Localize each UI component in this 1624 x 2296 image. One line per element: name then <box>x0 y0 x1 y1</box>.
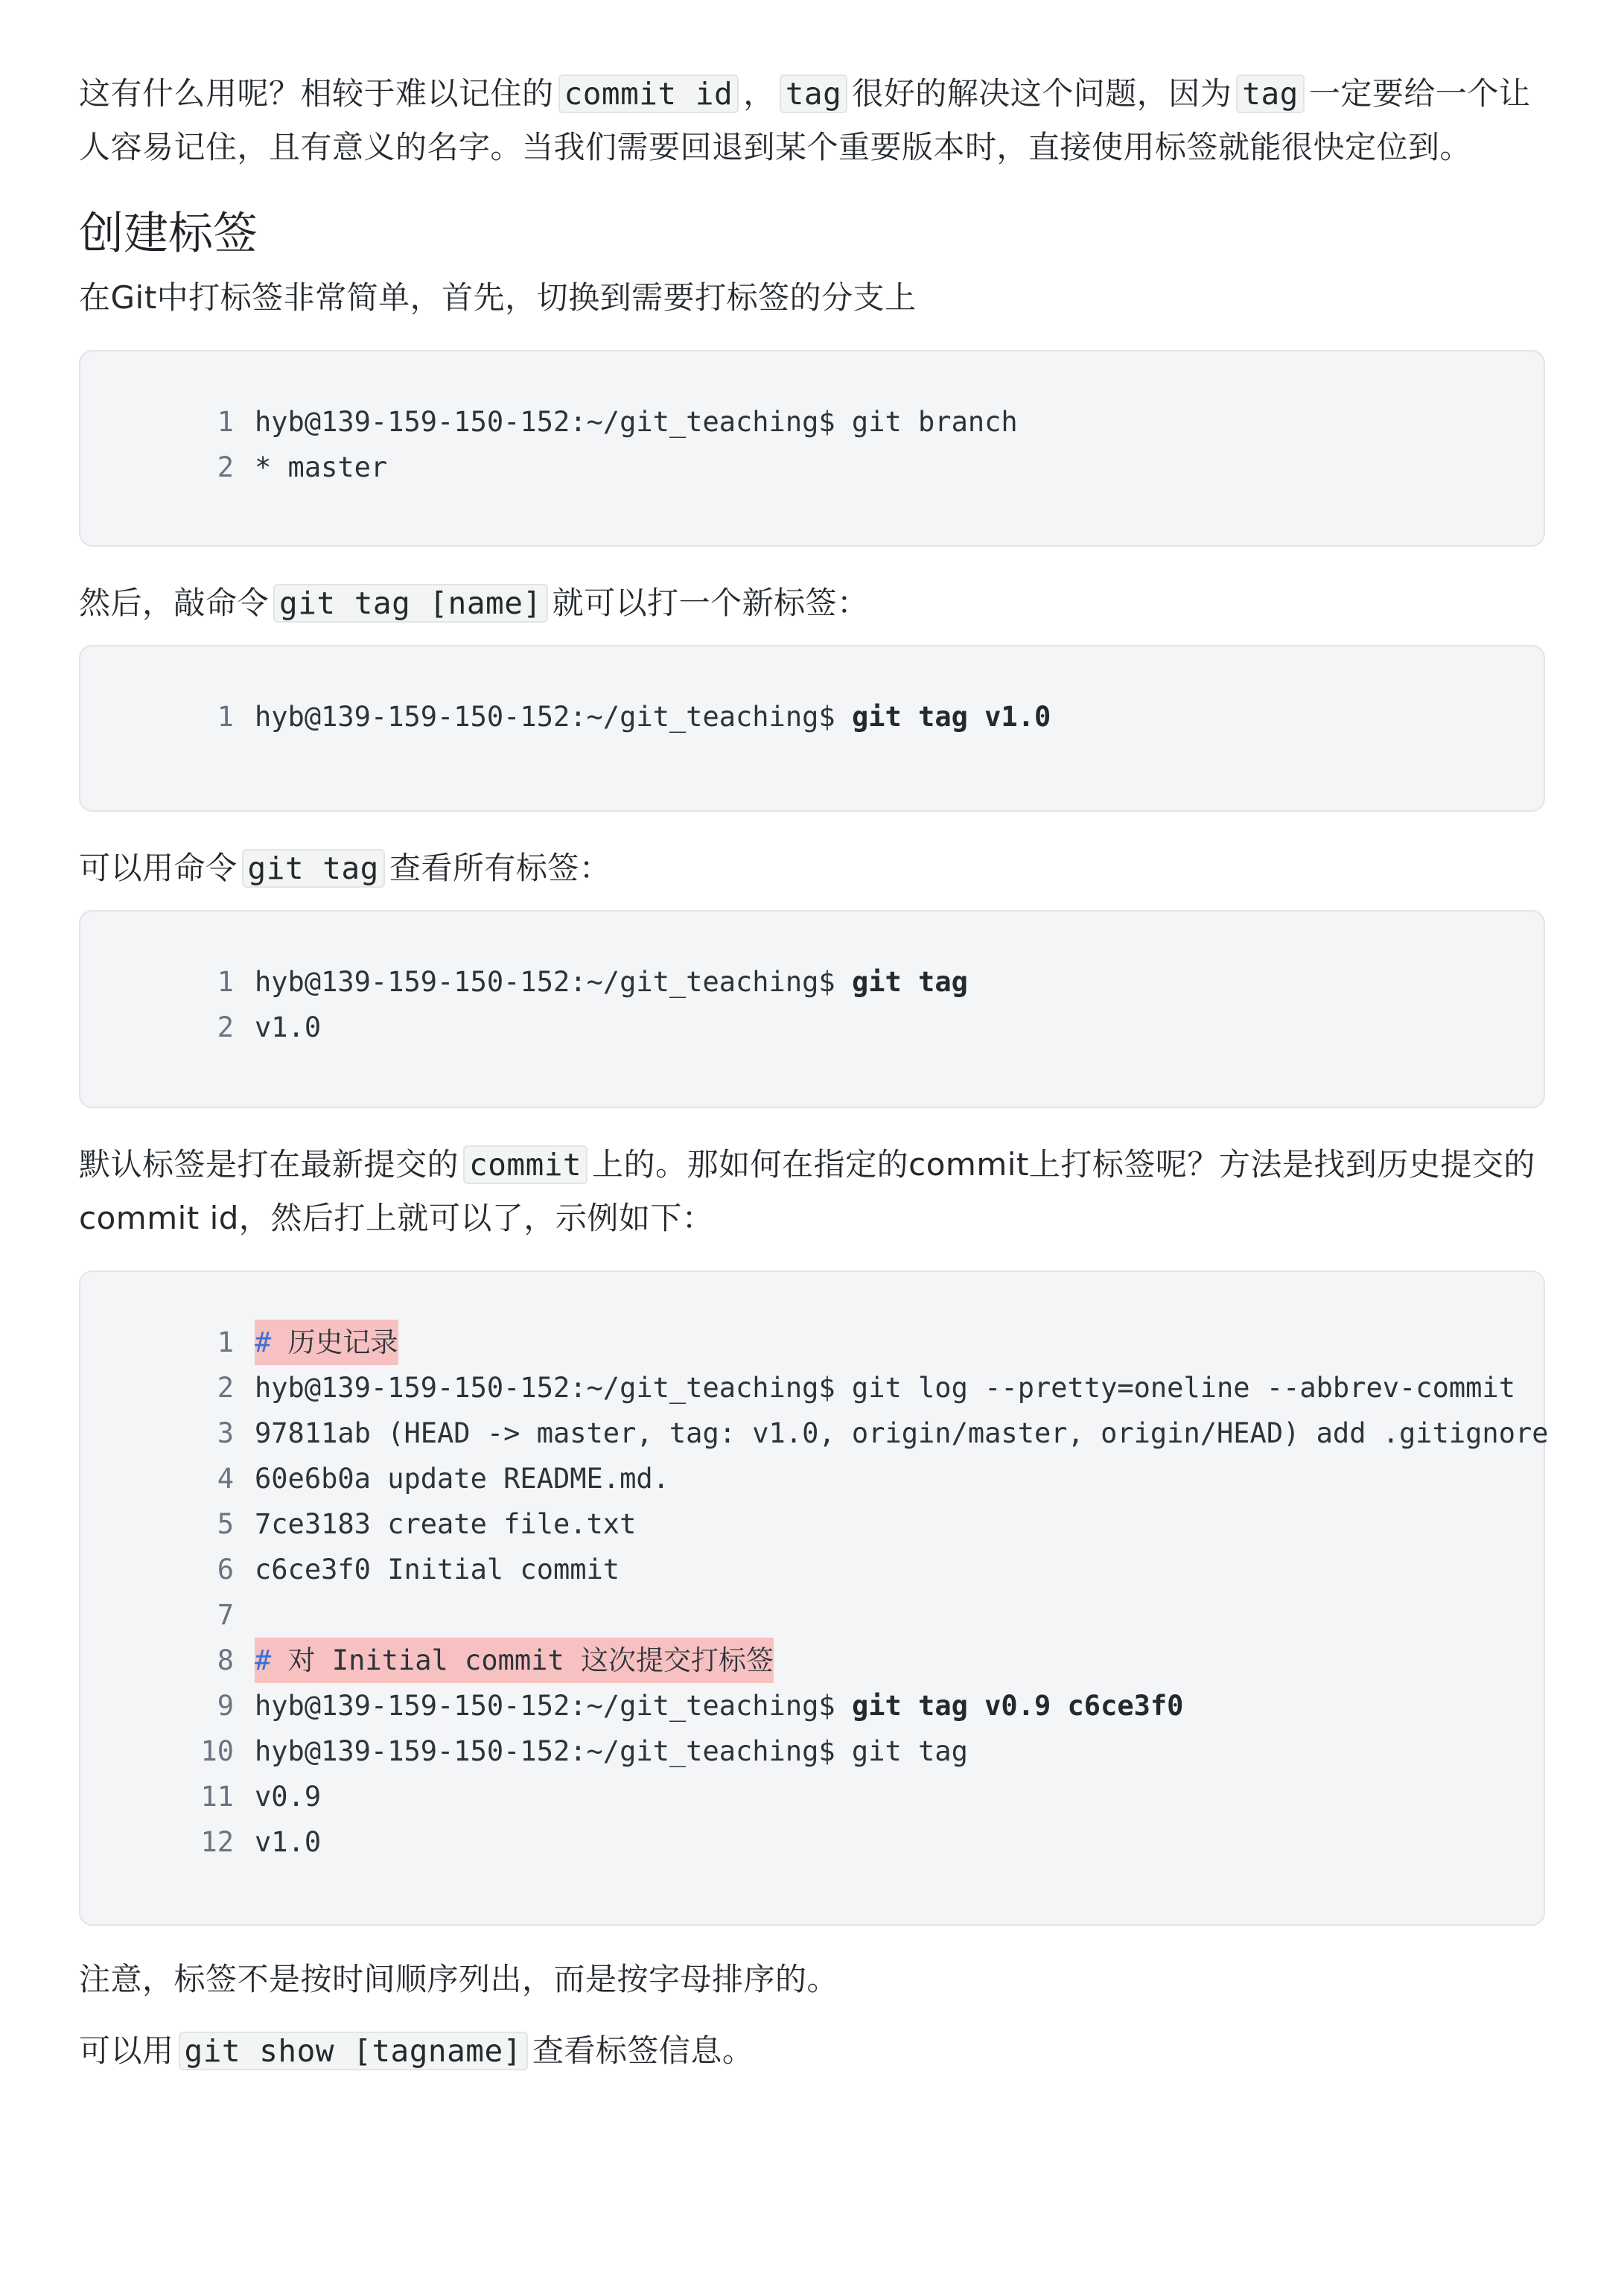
inline-code-commit: commit <box>463 1145 587 1184</box>
code-command: git tag v1.0 <box>851 701 1051 733</box>
line-number: 6 <box>217 1554 234 1586</box>
code-prompt: hyb@139-159-150-152:~/git_teaching$ <box>255 966 852 998</box>
intro-paragraph <box>79 67 1545 174</box>
comment-hash: # <box>255 1644 272 1676</box>
line-number: 9 <box>217 1690 234 1722</box>
inline-code-tag: tag <box>780 74 848 113</box>
code-line <box>80 399 1544 445</box>
code-line <box>80 1320 1544 1365</box>
code-text: v0.9 <box>255 1781 322 1813</box>
line-number: 2 <box>217 1011 234 1043</box>
code-line <box>80 694 1544 740</box>
tag-name-paragraph <box>79 576 1545 630</box>
code-line <box>80 1501 1544 1547</box>
code-command: git tag v0.9 c6ce3f0 <box>851 1690 1184 1722</box>
line-number: 11 <box>200 1781 234 1813</box>
code-text: hyb@139-159-150-152:~/git_teaching$ git branch <box>255 406 1018 438</box>
show-tag-paragraph <box>79 2024 1545 2078</box>
list-tags-text-2: 查看所有标签： <box>389 850 611 886</box>
inline-code-git-tag-name: git tag [name] <box>273 584 548 623</box>
code-block-git-branch <box>79 350 1545 547</box>
intro-text-4: 一定要给一个让人容易记住，且有意义的名字。当我们需要回退到某个重要版本时，直接使用标签就能很快定位到。 <box>79 75 1531 165</box>
comment-hash: # <box>255 1326 272 1358</box>
line-number: 5 <box>217 1508 234 1540</box>
list-tags-text-1: 可以用命令 <box>79 850 238 886</box>
code-line <box>80 1547 1544 1592</box>
line-number: 2 <box>217 1372 234 1404</box>
line-number: 1 <box>217 966 234 998</box>
code-line <box>80 1365 1544 1411</box>
line-number: 4 <box>217 1463 234 1495</box>
inline-code-tag-2: tag <box>1236 74 1305 113</box>
intro-text-2: ， <box>743 75 775 112</box>
line-number: 1 <box>217 1326 234 1358</box>
code-text: v1.0 <box>255 1826 322 1858</box>
line-number: 12 <box>200 1826 234 1858</box>
code-text: * master <box>255 451 388 483</box>
code-line <box>80 1819 1544 1865</box>
intro-text-3: 很好的解决这个问题，因为 <box>852 75 1232 112</box>
list-tags-paragraph <box>79 842 1545 895</box>
default-commit-paragraph <box>79 1138 1545 1245</box>
comment-text: 对 Initial commit 这次提交打标签 <box>271 1644 774 1676</box>
code-text: v1.0 <box>255 1011 322 1043</box>
inline-code-git-show: git show [tagname] <box>179 2032 528 2070</box>
comment-text: 历史记录 <box>271 1326 398 1358</box>
code-line <box>80 1456 1544 1501</box>
code-line <box>80 1683 1544 1729</box>
tag-name-text-2: 就可以打一个新标签： <box>552 585 869 621</box>
code-text: hyb@139-159-150-152:~/git_teaching$ git tag <box>255 1735 968 1767</box>
line-number: 2 <box>217 451 234 483</box>
show-text-2: 查看标签信息。 <box>532 2032 754 2069</box>
inline-code-git-tag: git tag <box>242 849 385 888</box>
default-text-1: 默认标签是打在最新提交的 <box>79 1146 459 1183</box>
code-text: hyb@139-159-150-152:~/git_teaching$ git log --pretty=oneline --abbrev-commit <box>255 1372 1515 1404</box>
code-line <box>80 1005 1544 1050</box>
code-line <box>80 1411 1549 1456</box>
section-heading-create-tag: 创建标签 <box>79 208 258 260</box>
code-text: c6ce3f0 Initial commit <box>255 1554 620 1586</box>
code-line <box>80 959 1544 1005</box>
code-block-tag-history <box>79 1271 1549 1926</box>
code-line <box>80 1774 1544 1819</box>
code-block-git-tag-v1 <box>79 645 1545 812</box>
code-text: 97811ab (HEAD -> master, tag: v1.0, origin/master, origin/HEAD) add .gitignore <box>255 1417 1549 1449</box>
line-number: 1 <box>217 406 234 438</box>
code-line <box>80 1592 1544 1638</box>
tag-name-text-1: 然后，敲命令 <box>79 585 270 621</box>
line-number: 7 <box>217 1599 234 1631</box>
code-prompt: hyb@139-159-150-152:~/git_teaching$ <box>255 1690 852 1722</box>
code-line <box>80 1729 1544 1774</box>
show-text-1: 可以用 <box>79 2032 174 2069</box>
code-line <box>80 445 1544 490</box>
code-comment <box>255 1638 774 1683</box>
inline-code-commit-id: commit id <box>558 74 739 113</box>
code-block-git-tag-list <box>79 910 1545 1108</box>
line-number: 1 <box>217 701 234 733</box>
line-number: 10 <box>200 1735 234 1767</box>
code-line <box>80 1638 1544 1683</box>
code-command: git tag <box>851 966 968 998</box>
create-tag-paragraph: 在Git中打标签非常简单，首先，切换到需要打标签的分支上 <box>79 279 917 316</box>
line-number: 8 <box>217 1644 234 1676</box>
line-number: 3 <box>217 1417 234 1449</box>
code-prompt: hyb@139-159-150-152:~/git_teaching$ <box>255 701 852 733</box>
code-text: 7ce3183 create file.txt <box>255 1508 637 1540</box>
code-text: 60e6b0a update README.md. <box>255 1463 669 1495</box>
intro-text-1: 这有什么用呢？相较于难以记住的 <box>79 75 554 112</box>
note-paragraph: 注意，标签不是按时间顺序列出，而是按字母排序的。 <box>79 1961 839 1997</box>
code-comment <box>255 1320 398 1365</box>
default-text-2: 上的。那如何在指定的commit上打标签呢？方法是找到历史提交的commit id，然后打上就可以了，示例如下： <box>79 1146 1535 1236</box>
